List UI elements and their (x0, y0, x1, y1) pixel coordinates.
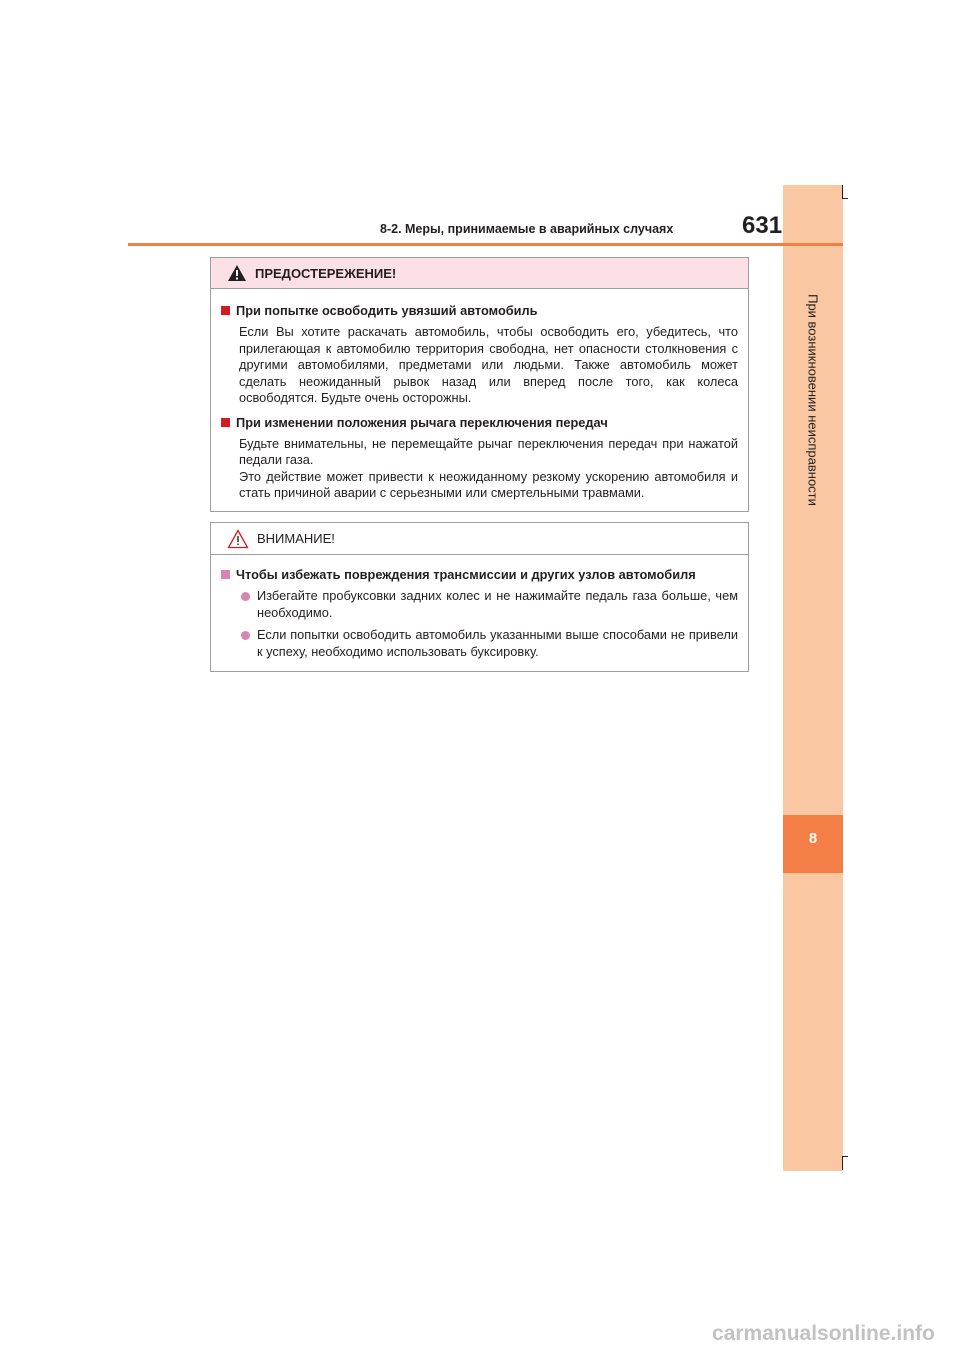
notice-body (211, 555, 748, 670)
caution-heading-shift: При изменении положения рычага переключения передач (221, 415, 738, 430)
pink-square-bullet-icon (221, 570, 230, 579)
caution-box (210, 257, 749, 512)
warning-outline-icon (227, 529, 249, 549)
crop-mark-bottom-tick (842, 1156, 848, 1157)
notice-header (211, 523, 748, 555)
watermark: carmanualsonline.info (712, 1322, 935, 1345)
chapter-title: При возникновении неисправности (805, 294, 821, 506)
crop-mark-top (842, 185, 843, 199)
caution-paragraph: Будьте внимательны, не перемещайте рычаг переключения передач при нажатой педали газа. (239, 435, 738, 467)
notice-title: ВНИМАНИЕ! (257, 531, 335, 546)
notice-box (210, 522, 749, 672)
caution-body (211, 289, 748, 512)
red-square-bullet-icon (221, 306, 230, 315)
pink-dot-bullet-icon (241, 592, 250, 601)
caution-header (211, 258, 748, 289)
caution-paragraph: Если Вы хотите раскачать автомобиль, чтобы освободить его, убедитесь, что прилегающая к автомобилю территория свободна, нет опасности столкновения с другими автомобилями, предметами или людьми. Также автомобиль может сделать неожиданный рывок назад или вперед после того, как колеса освободятся. Будьте очень осторожны. (239, 324, 738, 405)
warning-triangle-icon (227, 264, 247, 282)
chapter-number: 8 (808, 830, 818, 847)
notice-heading: Чтобы избежать повреждения трансмиссии и других узлов автомобиля (221, 567, 738, 582)
notice-bullet: Если попытки освободить автомобиль указанными выше способами не привели к успеху, необходимо использовать буксировку. (241, 627, 738, 660)
red-square-bullet-icon (221, 418, 230, 427)
crop-mark-bottom (842, 1156, 843, 1170)
header-rule (128, 243, 843, 246)
crop-mark-top-tick (842, 198, 848, 199)
caution-paragraph: Это действие может привести к неожиданному резкому ускорению автомобиля и стать причиной аварии с серьезными или смертельными травмами. (239, 468, 738, 500)
notice-bullet: Избегайте пробуксовки задних колес и не нажимайте педаль газа больше, чем необходимо. (241, 588, 738, 621)
pink-dot-bullet-icon (241, 631, 250, 640)
caution-heading-stuck: При попытке освободить увязший автомобиль (221, 303, 738, 318)
section-title: 8-2. Меры, принимаемые в аварийных случаях (380, 222, 674, 236)
page-number: 631 (742, 212, 783, 239)
caution-title: ПРЕДОСТЕРЕЖЕНИЕ! (255, 265, 397, 281)
